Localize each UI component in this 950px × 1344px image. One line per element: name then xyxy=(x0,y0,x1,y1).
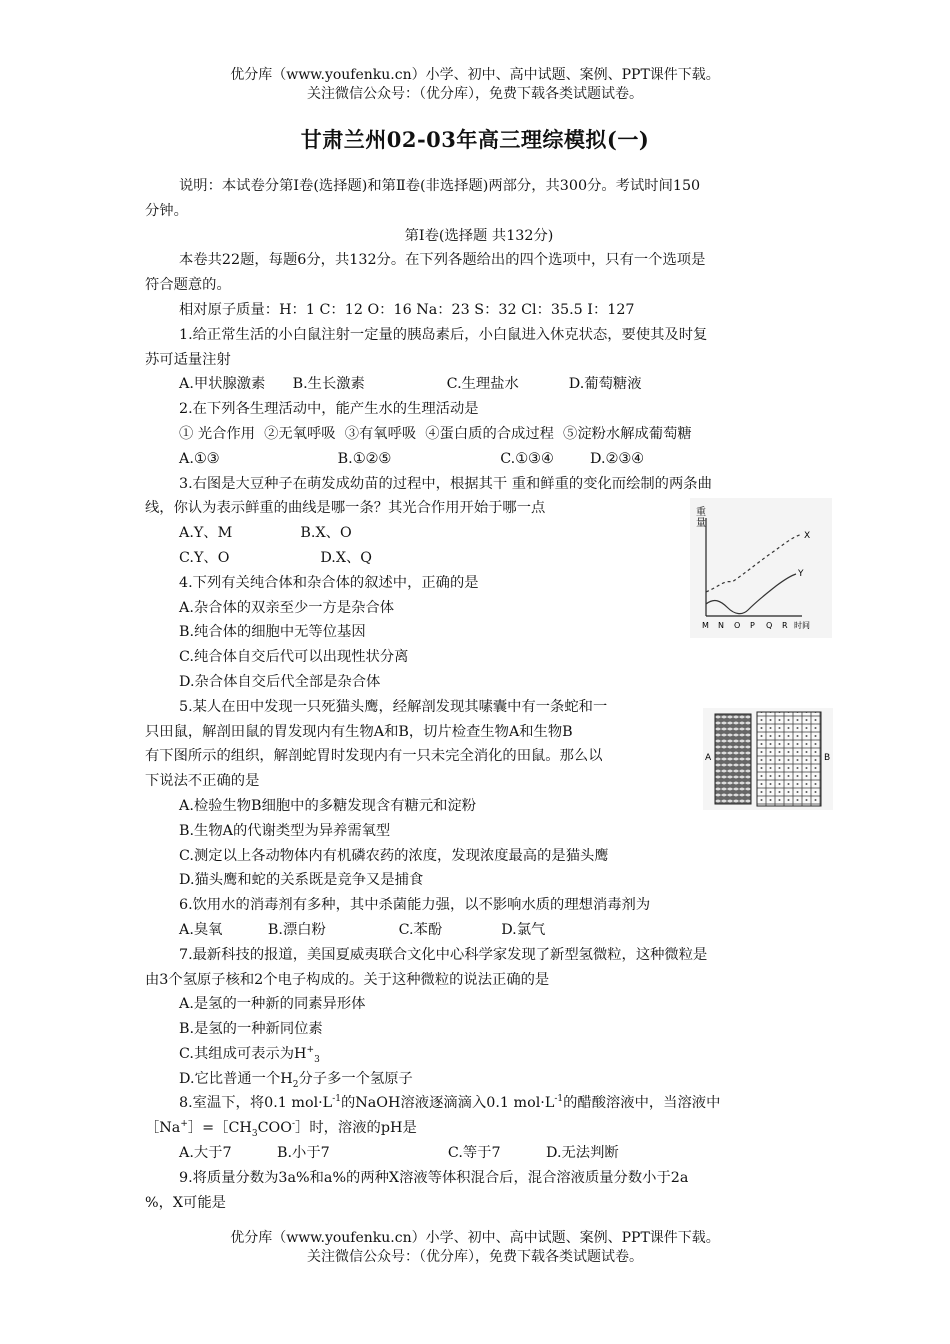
q7-stem-2: 由3个氢原子核和2个电子构成的。关于这种微粒的说法正确的是 xyxy=(145,971,550,988)
tissue-a xyxy=(715,714,751,804)
q5-stem-4: 下说法不正确的是 xyxy=(145,773,260,790)
q2-stem: 2.在下列各生理活动中，能产生水的生理活动是 xyxy=(179,401,479,418)
q8-l2-sup-1: + xyxy=(180,1119,188,1130)
q7-option-a: A.是氢的一种新的同素异形体 xyxy=(179,996,366,1013)
q8-stem-2 xyxy=(145,1116,813,1141)
q8-l2-d: ］时，溶液的pH是 xyxy=(295,1120,417,1137)
q8-stem-1 xyxy=(145,1091,813,1116)
q4-option-c: C.纯合体自交后代可以出现性状分离 xyxy=(179,649,409,666)
tissue-section-figure xyxy=(703,708,833,810)
tick-p: P xyxy=(750,621,755,630)
q1-stem-2: 苏可适量注射 xyxy=(145,351,231,368)
q2-options: A.①③ B.①②⑤ C.①③④ D.②③④ xyxy=(179,450,644,467)
footer-line-1: 优分库（www.youfenku.cn）小学、初中、高中试题、案例、PPT课件下载。 xyxy=(230,1230,720,1246)
growth-curve-figure xyxy=(690,498,832,638)
tissue-b xyxy=(757,712,821,806)
q5-option-a: A.检验生物B细胞中的多糖发现含有糖元和淀粉 xyxy=(179,797,477,814)
header-line-1: 优分库（www.youfenku.cn）小学、初中、高中试题、案例、PPT课件下载。 xyxy=(230,67,720,83)
q7-c-text: C.其组成可表示为H xyxy=(179,1045,307,1062)
tick-n: N xyxy=(718,621,724,630)
tick-q: Q xyxy=(766,621,773,630)
footer-line-2: 关注微信公众号：（优分库），免费下载各类试题试卷。 xyxy=(307,1249,643,1265)
q1-options: A.甲状腺激素 B.生长激素 C.生理盐水 D.葡萄糖液 xyxy=(179,376,642,393)
page-header xyxy=(0,66,950,104)
q8-l2-a: ［Na xyxy=(145,1120,181,1137)
tissue-b-label: B xyxy=(824,753,831,763)
figure-background xyxy=(690,498,832,638)
tick-m: M xyxy=(702,621,709,630)
q8-l2-b: ］=［CH xyxy=(187,1120,252,1137)
q5-option-c: C.测定以上各动物体内有机磷农药的浓度，发现浓度最高的是猫头鹰 xyxy=(179,847,609,864)
q9-stem-2: %，X可能是 xyxy=(145,1194,226,1211)
q5-stem-1: 5.某人在田中发现一只死猫头鹰，经解剖发现其嗉囊中有一条蛇和一 xyxy=(179,698,608,715)
q7-option-c xyxy=(145,1042,813,1067)
note-line-2: 分钟。 xyxy=(145,202,188,219)
q7-d-sub: 2 xyxy=(292,1079,299,1090)
curve-y-label: Y xyxy=(798,569,804,579)
tick-r: R xyxy=(782,621,788,630)
atomic-mass-line: 相对原子质量：H：1 C：12 O：16 Na：23 S：32 Cl：35.5 I：127 xyxy=(179,301,635,318)
q3-stem-1: 3.右图是大豆种子在萌发成幼苗的过程中，根据其干 重和鲜重的变化而绘制的两条曲 xyxy=(179,475,712,492)
q5-stem-2: 只田鼠，解剖田鼠的胃发现内有生物A和B，切片检查生物A和生物B xyxy=(145,723,573,740)
q6-options: A.臭氧 B.漂白粉 C.苯酚 D.氯气 xyxy=(179,921,546,938)
q8-sup-1: -1 xyxy=(332,1094,341,1105)
q4-option-b: B.纯合体的细胞中无等位基因 xyxy=(179,624,366,641)
q7-d-text: D.它比普通一个H xyxy=(179,1070,293,1087)
q8-part-3: 的醋酸溶液中，当溶液中 xyxy=(563,1095,721,1112)
q8-part-2: 的NaOH溶液逐滴滴入0.1 mol·L xyxy=(340,1095,555,1112)
y-label-1: 重 xyxy=(696,507,706,518)
section-heading: 第Ⅰ卷(选择题 共132分) xyxy=(404,227,554,244)
q2-items: ① 光合作用 ②无氧呼吸 ③有氧呼吸 ④蛋白质的合成过程 ⑤淀粉水解成葡萄糖 xyxy=(179,425,692,442)
q5-option-d: D.猫头鹰和蛇的关系既是竞争又是捕食 xyxy=(179,872,424,889)
q8-l2-sup-2: - xyxy=(292,1119,296,1130)
q8-part-1: 8.室温下，将0.1 mol·L xyxy=(179,1095,333,1112)
tissue-a-label: A xyxy=(705,753,712,763)
page-footer xyxy=(0,1229,950,1267)
tick-o: O xyxy=(734,621,741,630)
instruction-line-2: 符合题意的。 xyxy=(145,277,231,294)
q9-stem-1: 9.将质量分数为3a%和a%的两种X溶液等体积混合后，混合溶液质量分数小于2a xyxy=(179,1169,689,1186)
x-axis-label: 时间 xyxy=(794,621,810,630)
header-line-2: 关注微信公众号：（优分库），免费下载各类试题试卷。 xyxy=(307,86,643,102)
page-title: 甘肃兰州02-03年高三理综模拟(一) xyxy=(300,127,650,152)
q7-stem-1: 7.最新科技的报道，美国夏威夷联合文化中心科学家发现了新型氢微粒，这种微粒是 xyxy=(179,946,708,963)
curve-x-label: X xyxy=(804,531,811,541)
q3-options-1: A.Y、M B.X、O xyxy=(179,525,352,542)
q5-stem-3: 有下图所示的组织，解剖蛇胃时发现内有一只未完全消化的田鼠。那么以 xyxy=(145,748,603,765)
q7-d-text-2: 分子多一个氢原子 xyxy=(298,1070,413,1087)
q3-stem-2: 线，你认为表示鲜重的曲线是哪一条？其光合作用开始于哪一点 xyxy=(145,500,546,517)
q4-stem: 4.下列有关纯合体和杂合体的叙述中，正确的是 xyxy=(179,574,479,591)
exam-body xyxy=(145,174,813,1215)
q8-options: A.大于7 B.小于7 C.等于7 D.无法判断 xyxy=(179,1145,619,1162)
q7-c-sub: 3 xyxy=(314,1054,320,1065)
q8-l2-sub: 3 xyxy=(251,1129,258,1140)
q7-option-b: B.是氢的一种新同位素 xyxy=(179,1021,323,1038)
instruction-line-1: 本卷共22题，每题6分，共132分。在下列各题给出的四个选项中，只有一个选项是 xyxy=(179,252,706,269)
y-label-2: 量 xyxy=(696,518,706,529)
q3-options-2: C.Y、O D.X、Q xyxy=(179,549,373,566)
q6-stem: 6.饮用水的消毒剂有多种，其中杀菌能力强，以不影响水质的理想消毒剂为 xyxy=(179,897,651,914)
q5-option-b: B.生物A的代谢类型为异养需氧型 xyxy=(179,822,391,839)
q7-c-sup: + xyxy=(306,1045,315,1056)
q4-option-a: A.杂合体的双亲至少一方是杂合体 xyxy=(179,599,395,616)
q1-stem-1: 1.给正常生活的小白鼠注射一定量的胰岛素后，小白鼠进入休克状态，要使其及时复 xyxy=(179,326,708,343)
q4-option-d: D.杂合体自交后代全部是杂合体 xyxy=(179,673,381,690)
q8-sup-2: -1 xyxy=(554,1094,564,1105)
note-line-1: 说明：本试卷分第Ⅰ卷(选择题)和第Ⅱ卷(非选择题)两部分，共300分。考试时间150 xyxy=(179,178,701,194)
q7-option-d xyxy=(145,1067,813,1092)
q8-l2-c: COO xyxy=(257,1120,292,1137)
